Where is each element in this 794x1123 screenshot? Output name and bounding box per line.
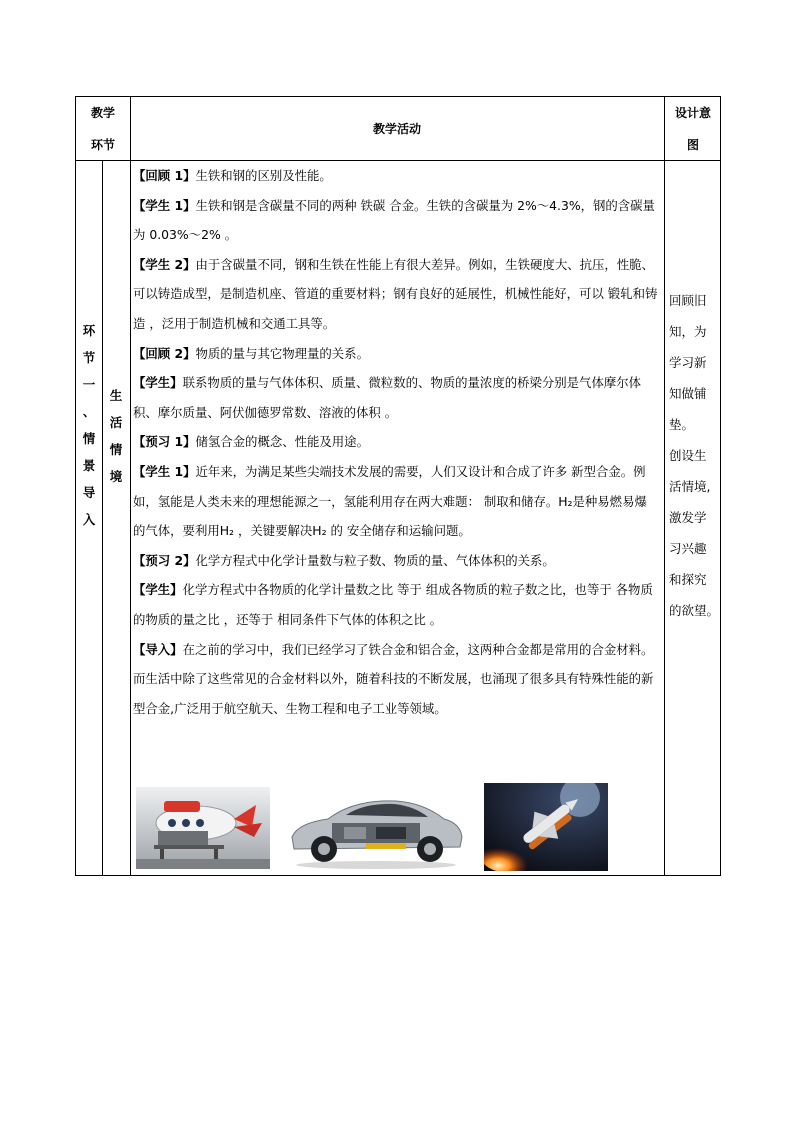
design-line: 活情境, <box>669 479 711 494</box>
header-design <box>664 97 722 161</box>
header-activity: 教学活动 <box>372 122 421 136</box>
design-line: 回顾旧 <box>669 293 707 308</box>
paragraph-text: 近年来，为满足某些尖端技术发展的需要，人们又设计和合成了许多 新型合金。例如，氢能是人类未来的理想能源之一，氢能利用存在两大难题： 制取和储存。H₂是种易燃易爆 的气体，要利用H₂ ，关键要解决H₂ 的 安全储存和运输问题。 <box>133 463 647 539</box>
sub-stage-char: 生 <box>109 388 123 403</box>
header-design-line2: 图 <box>686 138 699 152</box>
paragraph-student <box>133 368 661 427</box>
paragraph-text: 物质的量与其它物理量的关系。 <box>195 345 369 361</box>
paragraph-preview-2 <box>133 546 661 576</box>
paragraph-text: 联系物质的量与气体体积、质量、微粒数的、物质的量浓度的桥梁分别是气体摩尔体积、摩尔质量、阿伏伽德罗常数、溶液的体积 。 <box>133 375 642 420</box>
paragraph-tag: 【学生 1】 <box>133 463 196 479</box>
design-line: 习兴趣 <box>669 541 707 556</box>
design-line: 创设生 <box>669 448 707 463</box>
paragraph-review-2 <box>133 339 661 369</box>
design-line: 激发学 <box>669 510 707 525</box>
lesson-table <box>75 96 721 876</box>
design-line: 学习新 <box>669 355 707 370</box>
paragraph-text: 在之前的学习中，我们已经学习了铁合金和铝合金，这两种合金都是常用的合金材料。而生活中除了这些常见的合金材料以外，随着科技的不断发展，也涌现了很多具有特殊性能的新型合金,广泛用于航空航天、生物工程和电子工业等领域。 <box>133 641 654 716</box>
stage-char: 情 <box>82 431 96 446</box>
stage-char: 节 <box>82 350 96 365</box>
paragraph-tag: 【回顾 2】 <box>133 345 196 361</box>
paragraph-text: 生铁和钢是含碳量不同的两种 铁碳 合金。生铁的含碳量为 2%～4.3%，钢的含碳量为 0.03%～2% 。 <box>133 197 655 243</box>
stage-char: 一 <box>82 377 96 392</box>
design-line: 知，为 <box>669 324 707 339</box>
paragraph-review-1 <box>133 161 661 191</box>
paragraph-student-b <box>133 575 661 634</box>
paragraph-tag: 【导入】 <box>133 641 183 657</box>
paragraph-tag: 【学生】 <box>133 375 183 391</box>
stage-char: 景 <box>82 458 96 473</box>
sub-stage-char: 境 <box>109 469 123 484</box>
sub-stage-char: 活 <box>109 415 123 430</box>
paragraph-tag: 【回顾 1】 <box>133 168 196 183</box>
stage-char: 、 <box>82 404 96 419</box>
design-intent <box>669 285 721 626</box>
col-divider-2 <box>130 97 131 875</box>
paragraph-intro <box>133 635 661 724</box>
design-line: 知做铺 <box>669 386 707 401</box>
stage-char: 导 <box>82 485 96 500</box>
paragraph-text: 化学方程式中各物质的化学计量数之比 等于 组成各物质的粒子数之比，也等于 各物质的物质的量之比 ，还等于 相同条件下气体的体积之比 。 <box>133 582 653 627</box>
paragraph-text: 储氢合金的概念、性能及用途。 <box>195 434 369 450</box>
space-shuttle-image <box>484 783 608 871</box>
paragraph-text: 由于含碳量不同，钢和生铁在性能上有很大差异。例如，生铁硬度大、抗压，性脆、可以铸造成型，是制造机座、管道的重要材料；钢有良好的延展性，机械性能好，可以 锻轧和铸造 ，泛用于制造机械和交通工具等。 <box>133 256 658 331</box>
paragraph-tag: 【预习 2】 <box>133 552 196 568</box>
stage-char: 入 <box>82 512 96 527</box>
paragraph-preview-1 <box>133 427 661 457</box>
paragraph-tag: 【学生 2】 <box>133 256 196 272</box>
activity-content <box>133 161 661 723</box>
paragraph-student-2 <box>133 250 661 339</box>
sub-stage-char: 情 <box>109 442 123 457</box>
header-stage <box>76 97 130 161</box>
header-design-line1: 设计意 <box>674 106 711 120</box>
header-stage-line2: 环节 <box>90 138 115 152</box>
design-line: 的欲望。 <box>669 603 720 618</box>
header-stage-line1: 教学 <box>90 106 115 120</box>
sub-stage-label <box>104 382 128 490</box>
col-divider-3 <box>664 97 665 875</box>
paragraph-text: 生铁和钢的区别及性能。 <box>195 168 332 183</box>
design-line: 和探究 <box>669 572 707 587</box>
stage-char: 环 <box>82 323 96 338</box>
paragraph-tag: 【学生 1】 <box>133 197 196 213</box>
paragraph-tag: 【预习 1】 <box>133 434 196 450</box>
col-divider-1 <box>102 161 103 875</box>
design-line: 垫。 <box>669 417 695 432</box>
hydrogen-car-image <box>284 789 468 873</box>
paragraph-tag: 【学生】 <box>133 582 183 598</box>
paragraph-text: 化学方程式中化学计量数与粒子数、物质的量、气体体积的关系。 <box>195 552 555 568</box>
submersible-image <box>136 787 270 869</box>
paragraph-student-1b <box>133 457 661 546</box>
stage-label <box>77 317 101 533</box>
paragraph-student-1 <box>133 191 661 250</box>
